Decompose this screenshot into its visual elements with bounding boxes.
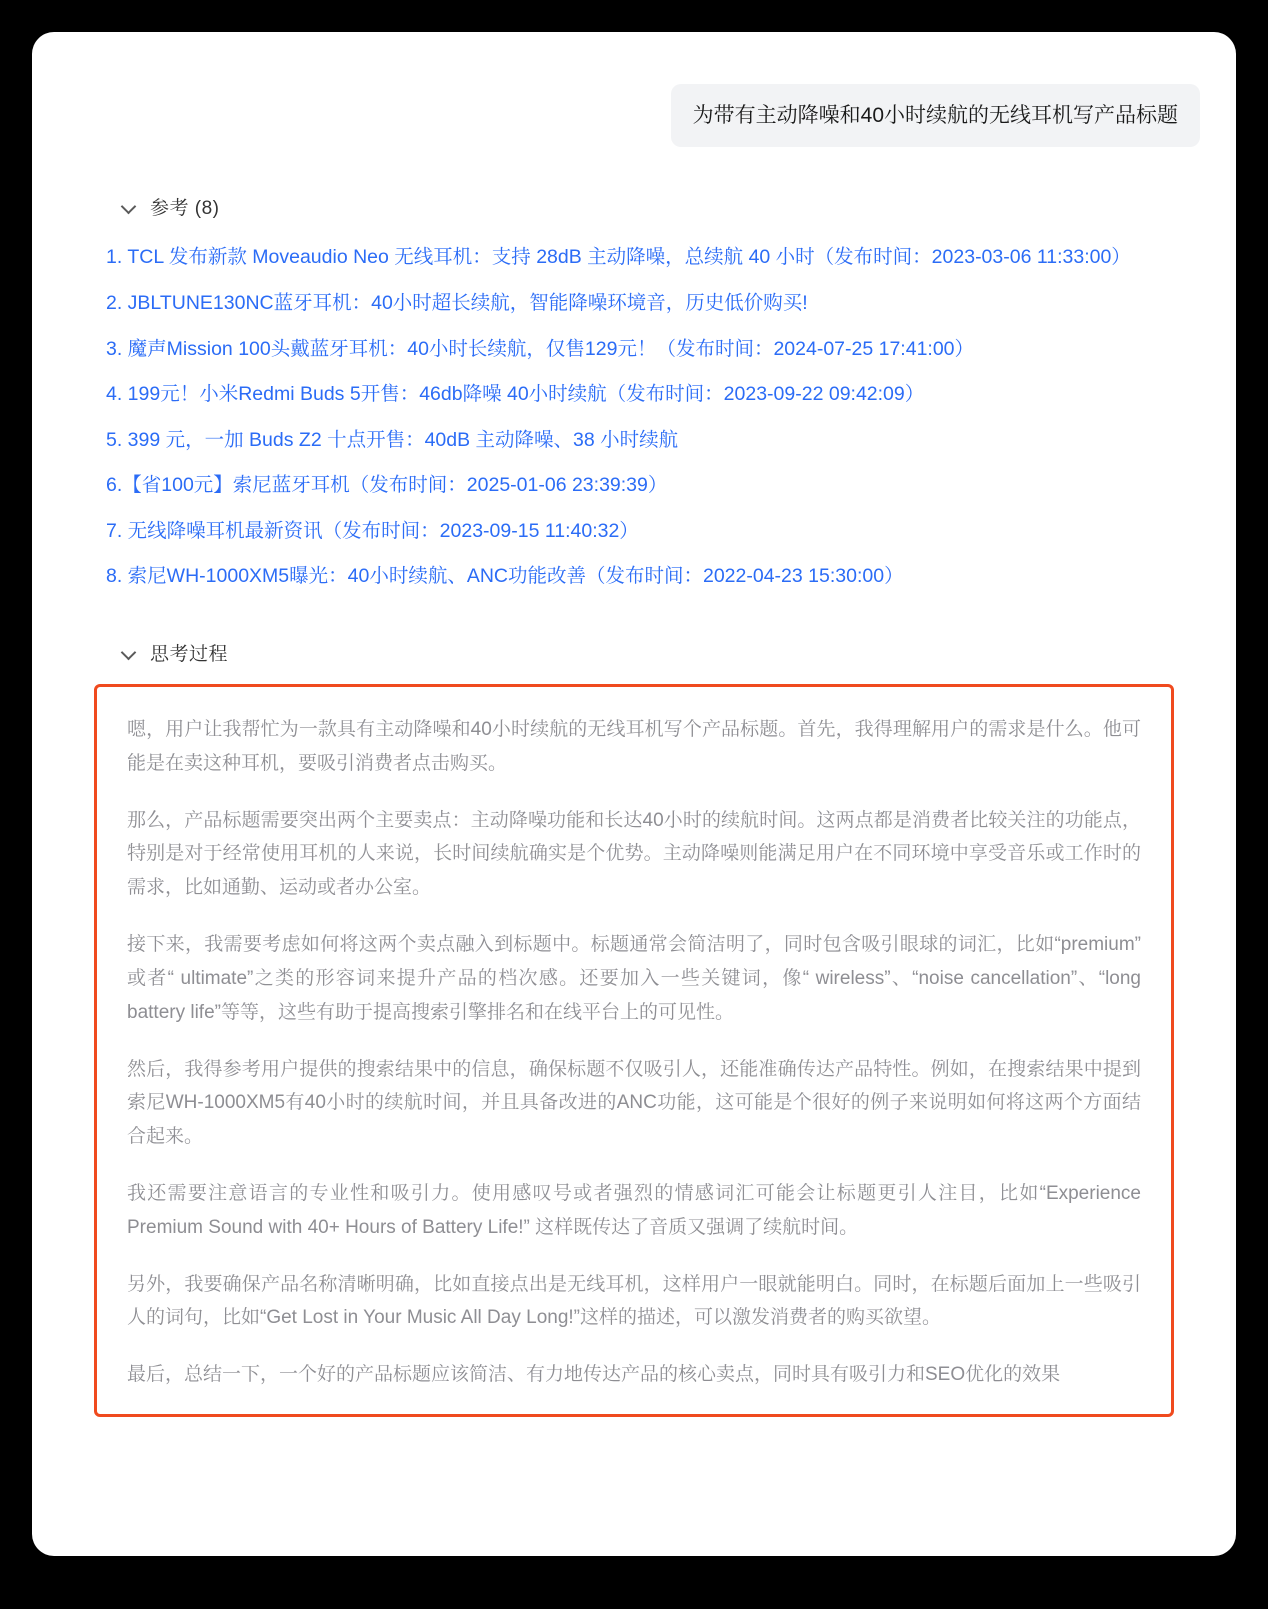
chat-content [32, 32, 1236, 1417]
thinking-paragraph: 然后，我得参考用户提供的搜索结果中的信息，确保标题不仅吸引人，还能准确传达产品特性。例如，在搜索结果中提到索尼WH-1000XM5有40小时的续航时间，并且具备改进的ANC功能，这可能是个很好的例子来说明如何将这两个方面结合起来。 [127, 1058, 1141, 1148]
thinking-paragraph: 嗯，用户让我帮忙为一款具有主动降噪和40小时续航的无线耳机写个产品标题。首先，我得理解用户的需求是什么。他可能是在卖这种耳机，要吸引消费者点击购买。 [127, 719, 1141, 774]
thinking-label: 思考过程 [150, 644, 229, 666]
thinking-paragraph: 接下来，我需要考虑如何将这两个卖点融入到标题中。标题通常会简洁明了，同时包含吸引眼球的词汇，比如“premium”或者“ ultimate”之类的形容词来提升产品的档次感。还要加入一些关键词，像“ wireless”、“noise cancellation”、“long battery life”等等，这些有助于提高搜索引擎排名和在线平台上的可见性。 [127, 934, 1141, 1023]
thinking-paragraph: 那么，产品标题需要突出两个主要卖点：主动降噪功能和长达40小时的续航时间。这两点都是消费者比较关注的功能点，特别是对于经常使用耳机的人来说，长时间续航确实是个优势。主动降噪则能满足用户在不同环境中享受音乐或工作时的需求，比如通勤、运动或者办公室。 [127, 809, 1141, 899]
chat-window [32, 32, 1236, 1556]
list-item[interactable]: 6.【省100元】索尼蓝牙耳机（发布时间：2025-01-06 23:39:39） [106, 474, 668, 497]
list-item[interactable]: 5. 399 元，一加 Buds Z2 十点开售：40dB 主动降噪、38 小时续航 [106, 428, 679, 451]
thinking-paragraph: 另外，我要确保产品名称清晰明确，比如直接点出是无线耳机，这样用户一眼就能明白。同时，在标题后面加上一些吸引人的词句，比如“Get Lost in Your Music All Day Long!”这样的描述，可以激发消费者的购买欲望。 [127, 1273, 1141, 1329]
user-message-row [68, 84, 1200, 147]
thinking-paragraph: 我还需要注意语言的专业性和吸引力。使用感叹号或者强烈的情感词汇可能会让标题更引人注目，比如“Experience Premium Sound with 40+ Hours of Battery Life!” 这样既传达了音质又强调了续航时间。 [127, 1182, 1141, 1238]
thinking-paragraph: 最后，总结一下，一个好的产品标题应该简洁、有力地传达产品的核心卖点，同时具有吸引力和SEO优化的效果 [127, 1364, 1061, 1386]
reference-list [68, 242, 1200, 593]
list-item[interactable]: 1. TCL 发布新款 Moveaudio Neo 无线耳机：支持 28dB 主动降噪，总续航 40 小时（发布时间：2023-03-06 11:33:00） [106, 246, 1131, 269]
list-item[interactable]: 8. 索尼WH-1000XM5曝光：40小时续航、ANC功能改善（发布时间：2022-04-23 15:30:00） [106, 565, 904, 588]
list-item[interactable]: 7. 无线降噪耳机最新资讯（发布时间：2023-09-15 11:40:32） [106, 519, 639, 542]
list-item[interactable]: 3. 魔声Mission 100头戴蓝牙耳机：40小时长续航，仅售129元！（发布时间：2024-07-25 17:41:00） [106, 337, 975, 360]
thinking-panel [94, 684, 1174, 1417]
list-item[interactable]: 2. JBLTUNE130NC蓝牙耳机：40小时超长续航，智能降噪环境音，历史低价购买! [106, 291, 808, 314]
chevron-down-icon [122, 199, 138, 215]
chevron-down-icon [122, 645, 138, 661]
references-toggle[interactable] [122, 193, 1200, 220]
list-item[interactable]: 4. 199元！小米Redmi Buds 5开售：46db降噪 40小时续航（发布时间：2023-09-22 09:42:09） [106, 383, 925, 406]
user-message-bubble: 为带有主动降噪和40小时续航的无线耳机写产品标题 [671, 84, 1200, 147]
references-label: 参考 (8) [150, 198, 220, 220]
thinking-toggle[interactable] [122, 639, 1200, 666]
